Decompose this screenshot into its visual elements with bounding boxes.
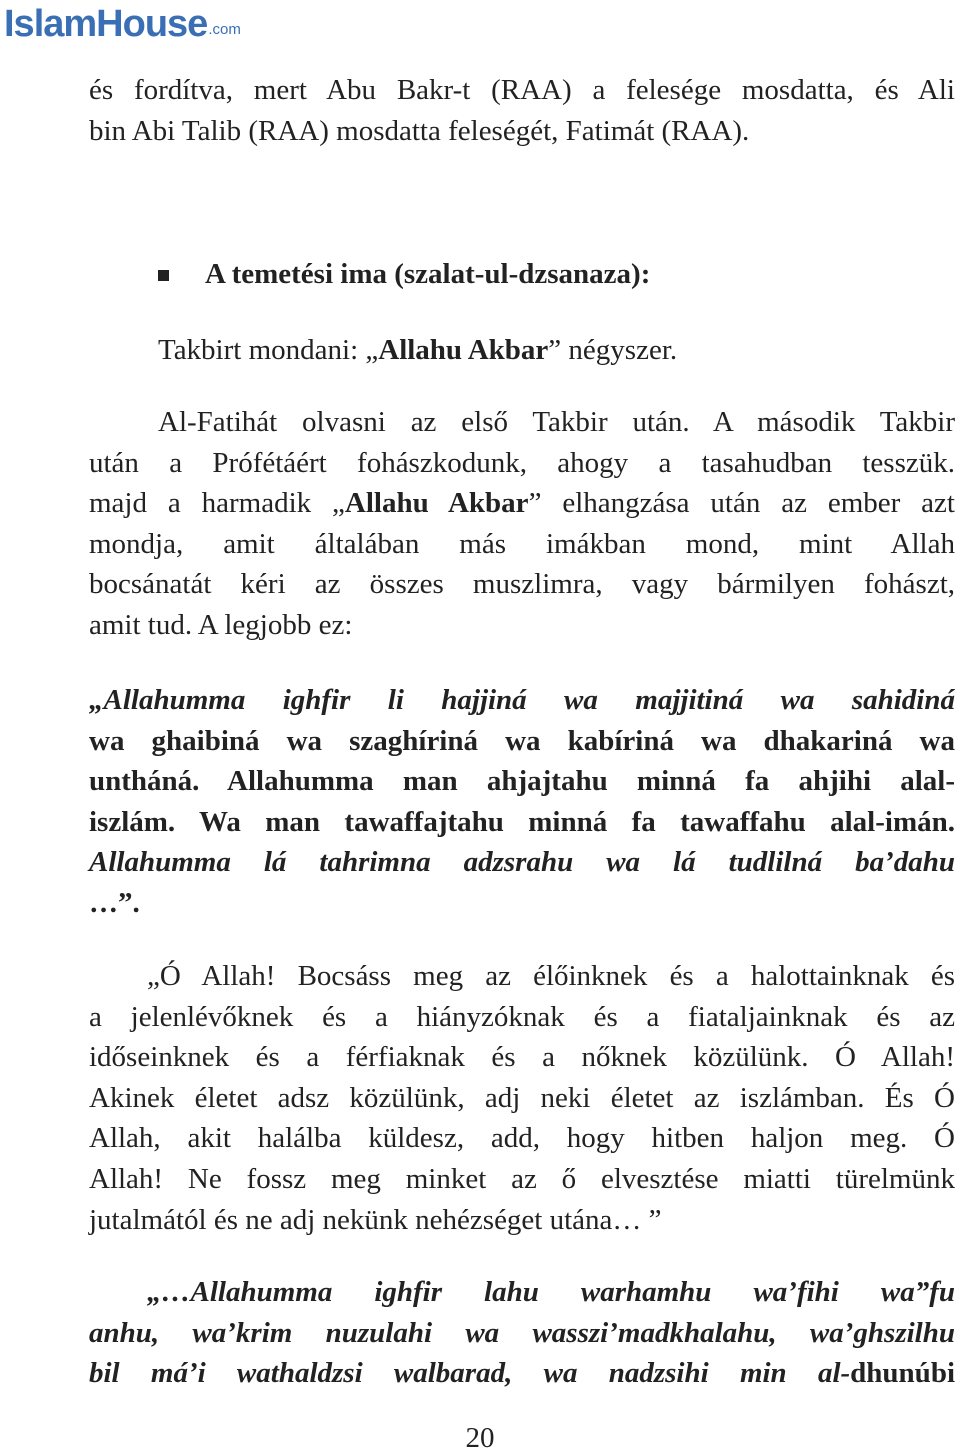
text-line: után a Prófétáért fohászkodunk, ahogy a tasahudban tesszük.: [89, 446, 955, 479]
dua-line: untháná. Allahumma man ahjajtahu minná fa ahjihi alal-: [89, 765, 955, 798]
dua-line: Allahumma lá tahrimna adzsrahu wa lá tudlilná ba’dahu: [89, 846, 955, 879]
takbir-line: [158, 330, 677, 370]
text-line: bin Abi Talib (RAA) mosdatta feleségét, Fatimát (RAA).: [89, 114, 750, 147]
text-line: amit tud. A legjobb ez:: [89, 608, 353, 641]
italic-fragment: bil má’i wathaldzsi walbarad, wa nadzsihi min al-: [89, 1357, 851, 1390]
takbir-suffix: ” négyszer.: [548, 334, 678, 366]
dua-line: …”.: [89, 886, 140, 919]
text-line: Allah! Ne fossz meg minket az ő elvesztése miatti türelmünk: [89, 1162, 955, 1195]
dua-line: iszlám. Wa man tawaffajtahu minná fa tawaffahu alal-imán.: [89, 805, 955, 838]
dua-line: wa ghaibiná wa szaghíriná wa kabíriná wa dhakariná wa: [89, 724, 955, 757]
logo-suffix: .com: [208, 21, 241, 38]
dua-line-mixed: [89, 1353, 955, 1394]
page-number: 20: [465, 1422, 495, 1454]
translation-paragraph: [89, 956, 955, 1240]
text-line: jutalmától és ne adj nekünk nehézséget utána… ”: [89, 1203, 662, 1236]
takbir-bold: Allahu Akbar: [378, 334, 549, 366]
islamhouse-logo: [4, 0, 241, 44]
section-heading: [158, 254, 650, 294]
dua-line: anhu, wa’krim nuzulahi wa wasszi’madkhalahu, wa’ghszilhu: [89, 1316, 955, 1349]
square-bullet-icon: [158, 270, 169, 281]
text-line: Akinek életet adsz közülünk, adj neki életet az iszlámban. És Ó: [89, 1081, 955, 1114]
logo-text: IslamHouse: [4, 3, 208, 45]
text-fragment: ” elhangzása után az ember azt: [528, 487, 955, 520]
intro-paragraph: [89, 70, 955, 151]
dua-line: „…Allahumma ighfir lahu warhamhu wa’fihi wa”fu: [147, 1276, 955, 1308]
dua-paragraph-1: [89, 680, 955, 924]
text-line: bocsánatát kéri az összes muszlimra, vagy bármilyen fohászt,: [89, 568, 955, 601]
text-line-mixed: [89, 483, 955, 524]
instructions-paragraph: [89, 402, 955, 646]
dua-paragraph-2: [89, 1272, 955, 1394]
text-line: időseinknek és a férfiaknak és a nőknek közülünk. Ó Allah!: [89, 1041, 955, 1074]
dua-line: „Allahumma ighfir li hajjiná wa majjitiná wa sahidiná: [89, 684, 955, 716]
text-line: Al-Fatihát olvasni az első Takbir után. A második Takbir: [158, 406, 955, 438]
takbir-prefix: Takbirt mondani: „: [158, 334, 379, 366]
text-line: mondja, amit általában más imákban mond, mint Allah: [89, 527, 955, 560]
heading-text: A temetési ima (szalat-ul-dzsanaza):: [205, 258, 651, 290]
text-line: Allah, akit halálba küldesz, add, hogy hitben haljon meg. Ó: [89, 1122, 955, 1155]
text-line: és fordítva, mert Abu Bakr-t (RAA) a felesége mosdatta, és Ali: [89, 74, 955, 106]
bold-fragment: dhunúbi: [850, 1357, 955, 1390]
bold-fragment: Allahu Akbar: [344, 487, 529, 520]
text-fragment: majd a harmadik „: [89, 487, 345, 520]
text-line: „Ó Allah! Bocsáss meg az élőinknek és a halottainknak és: [147, 960, 955, 992]
text-line: a jelenlévőknek és a hiányzóknak és a fiataljainknak és az: [89, 1000, 955, 1033]
